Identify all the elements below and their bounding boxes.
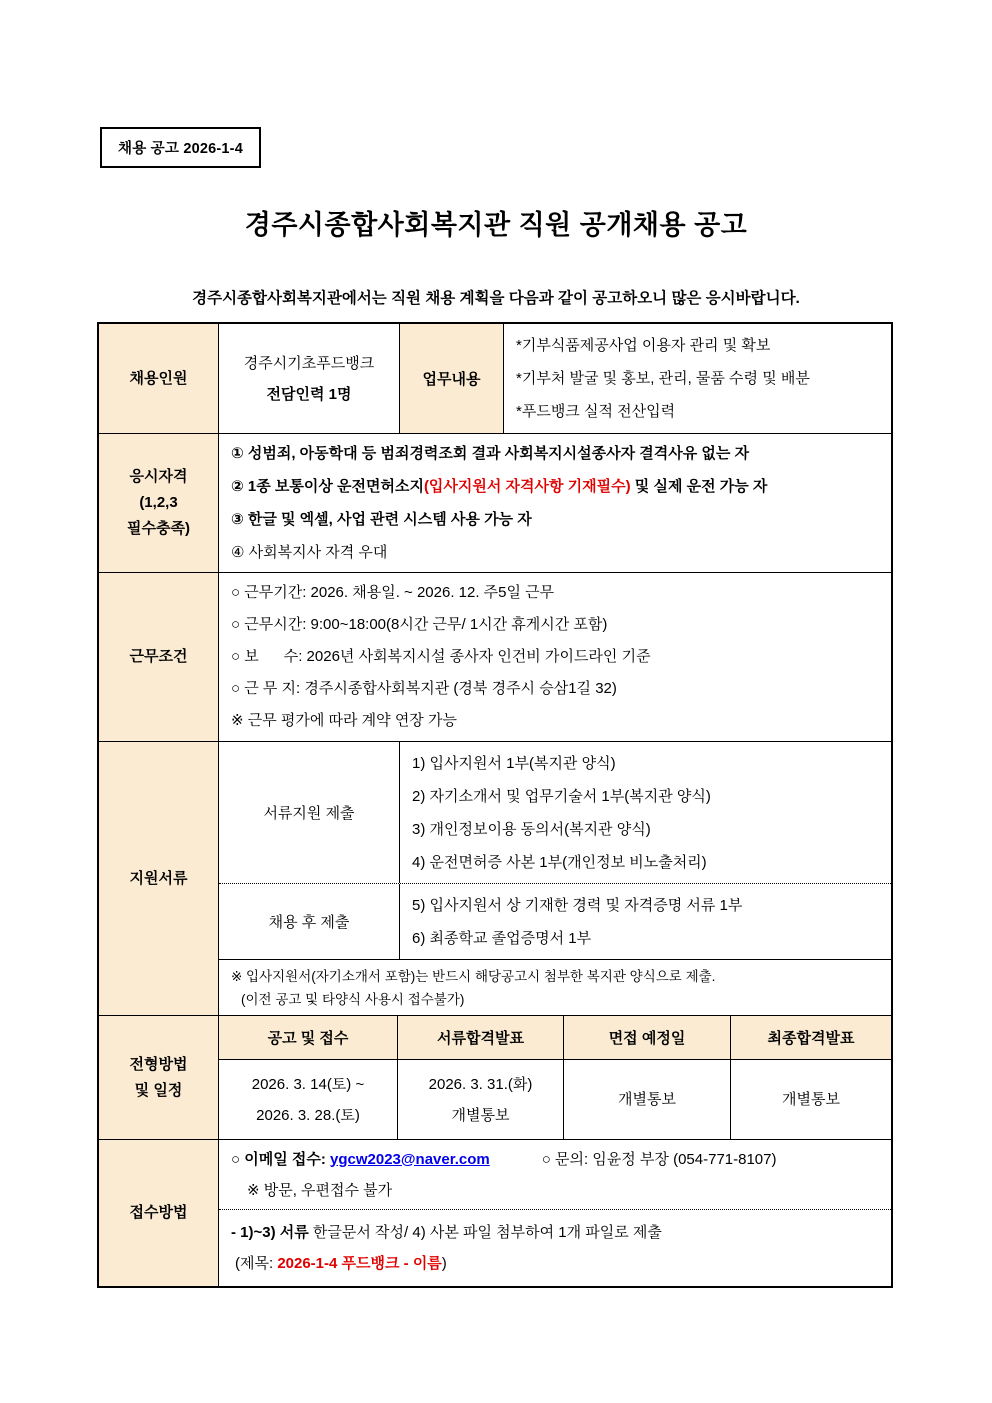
notice-number: 채용 공고 2026-1-4 bbox=[118, 141, 243, 157]
email-line: ○ 이메일 접수: ygcw2023@naver.com ○ 문의: 임윤정 부장 (054-771-8107) bbox=[231, 1150, 777, 1168]
label-documents: 지원서류 bbox=[99, 742, 219, 1015]
cell-work-conditions bbox=[219, 573, 891, 741]
schedule-header: 서류합격발표 bbox=[398, 1016, 564, 1059]
cell-duties bbox=[504, 324, 891, 433]
submit-doc-item: 3) 개인정보이용 동의서(복지관 양식) bbox=[412, 820, 651, 838]
contact-info: ○ 문의: 임윤정 부장 (054-771-8107) bbox=[541, 1150, 777, 1168]
submit-doc-item: 1) 입사지원서 1부(복지관 양식) bbox=[412, 754, 616, 772]
subrow-file-format bbox=[219, 1210, 891, 1286]
schedule-header: 공고 및 접수 bbox=[219, 1016, 398, 1059]
cell-after-hire-docs bbox=[400, 884, 891, 959]
work-item: ※ 근무 평가에 따라 계약 연장 가능 bbox=[231, 712, 457, 729]
label-recruit-headcount: 채용인원 bbox=[99, 324, 219, 433]
no-visit-note: ※ 방문, 우편접수 불가 bbox=[247, 1181, 393, 1199]
work-item: ○ 근무기간: 2026. 채용일. ~ 2026. 12. 주5일 근무 bbox=[231, 584, 555, 601]
schedule-announcement-period: 2026. 3. 14(토) ~ 2026. 3. 28.(토) bbox=[219, 1060, 398, 1139]
work-item: ○ 보 수: 2026년 사회복지시설 종사자 인건비 가이드라인 기준 bbox=[231, 648, 651, 665]
row-qualifications bbox=[99, 433, 891, 572]
recruitment-table bbox=[97, 322, 893, 1288]
work-item: ○ 근무시간: 9:00~18:00(8시간 근무/ 1시간 휴게시간 포함) bbox=[231, 616, 608, 633]
duty-item: *푸드뱅크 실적 전산입력 bbox=[516, 403, 676, 420]
label-work-conditions: 근무조건 bbox=[99, 573, 219, 741]
schedule-header: 최종합격발표 bbox=[731, 1016, 891, 1059]
after-doc-item: 6) 최종학교 졸업증명서 1부 bbox=[412, 929, 592, 947]
submit-doc-item: 2) 자기소개서 및 업무기술서 1부(복지관 양식) bbox=[412, 787, 711, 805]
after-doc-item: 5) 입사지원서 상 기재한 경력 및 자격증명 서류 1부 bbox=[412, 896, 743, 914]
schedule-value-row bbox=[219, 1060, 891, 1139]
subrow-submit-docs bbox=[219, 742, 891, 884]
label-submit-docs: 서류지원 제출 bbox=[219, 742, 400, 883]
row-apply-method bbox=[99, 1139, 891, 1286]
row-schedule bbox=[99, 1015, 891, 1139]
label-schedule: 전형방법 및 일정 bbox=[99, 1016, 219, 1139]
intro-text: 경주시종합사회복지관에서는 직원 채용 계획을 다음과 같이 공고하오니 많은 응시바랍니다. bbox=[192, 290, 800, 307]
submit-doc-item: 4) 운전면허증 사본 1부(개인정보 비노출처리) bbox=[412, 853, 707, 871]
cell-position: 경주시기초푸드뱅크 전담인력 1명 bbox=[219, 324, 400, 433]
email-link[interactable]: ygcw2023@naver.com bbox=[330, 1150, 490, 1168]
cell-submit-docs bbox=[400, 742, 891, 883]
schedule-doc-pass-date: 2026. 3. 31.(화) 개별통보 bbox=[398, 1060, 564, 1139]
label-qualifications: 응시자격 (1,2,3 필수충족) bbox=[99, 434, 219, 572]
file-format-line: - 1)~3) 서류 한글문서 작성/ 4) 사본 파일 첨부하여 1개 파일로 제출 bbox=[231, 1224, 662, 1241]
duty-item: *기부처 발굴 및 홍보, 관리, 물품 수령 및 배분 bbox=[516, 370, 810, 387]
label-duties: 업무내용 bbox=[400, 324, 504, 433]
schedule-interview-date: 개별통보 bbox=[564, 1060, 731, 1139]
qualification-item: ③ 한글 및 엑셀, 사업 관련 시스템 사용 가능 자 bbox=[231, 511, 532, 528]
email-subject-line: (제목: 2026-1-4 푸드뱅크 - 이름) bbox=[235, 1255, 447, 1272]
red-subject-format: 2026-1-4 푸드뱅크 - 이름 bbox=[277, 1255, 442, 1272]
cell-qualifications bbox=[219, 434, 891, 572]
qualification-item: ② 1종 보통이상 운전면허소지(입사지원서 자격사항 기재필수) 및 실제 운전 가능 자 bbox=[231, 478, 768, 495]
documents-note: ※ 입사지원서(자기소개서 포함)는 반드시 해당공고시 첨부한 복지관 양식으로 제출. (이전 공고 및 타양식 사용시 접수불가) bbox=[231, 968, 716, 1007]
schedule-header: 면접 예정일 bbox=[564, 1016, 731, 1059]
schedule-header-row bbox=[219, 1016, 891, 1060]
label-after-hire-docs: 채용 후 제출 bbox=[219, 884, 400, 959]
label-apply-method: 접수방법 bbox=[99, 1140, 219, 1286]
qualification-item: ① 성범죄, 아동학대 등 범죄경력조회 결과 사회복지시설종사자 결격사유 없는 자 bbox=[231, 445, 750, 462]
red-required-note: (입사지원서 자격사항 기재필수) bbox=[423, 478, 631, 495]
qualification-item: ④ 사회복지사 자격 우대 bbox=[231, 544, 388, 561]
row-documents bbox=[99, 741, 891, 1015]
duty-item: *기부식품제공사업 이용자 관리 및 확보 bbox=[516, 337, 771, 354]
subrow-email-apply bbox=[219, 1140, 891, 1210]
row-recruit-headcount bbox=[99, 324, 891, 433]
schedule-final-pass-date: 개별통보 bbox=[782, 1091, 840, 1108]
notice-number-box bbox=[100, 127, 261, 168]
row-work-conditions bbox=[99, 572, 891, 741]
work-item: ○ 근 무 지: 경주시종합사회복지관 (경북 경주시 승삼1길 32) bbox=[231, 680, 617, 697]
page-title: 경주시종합사회복지관 직원 공개채용 공고 bbox=[244, 210, 748, 240]
subrow-after-hire-docs bbox=[219, 884, 891, 960]
